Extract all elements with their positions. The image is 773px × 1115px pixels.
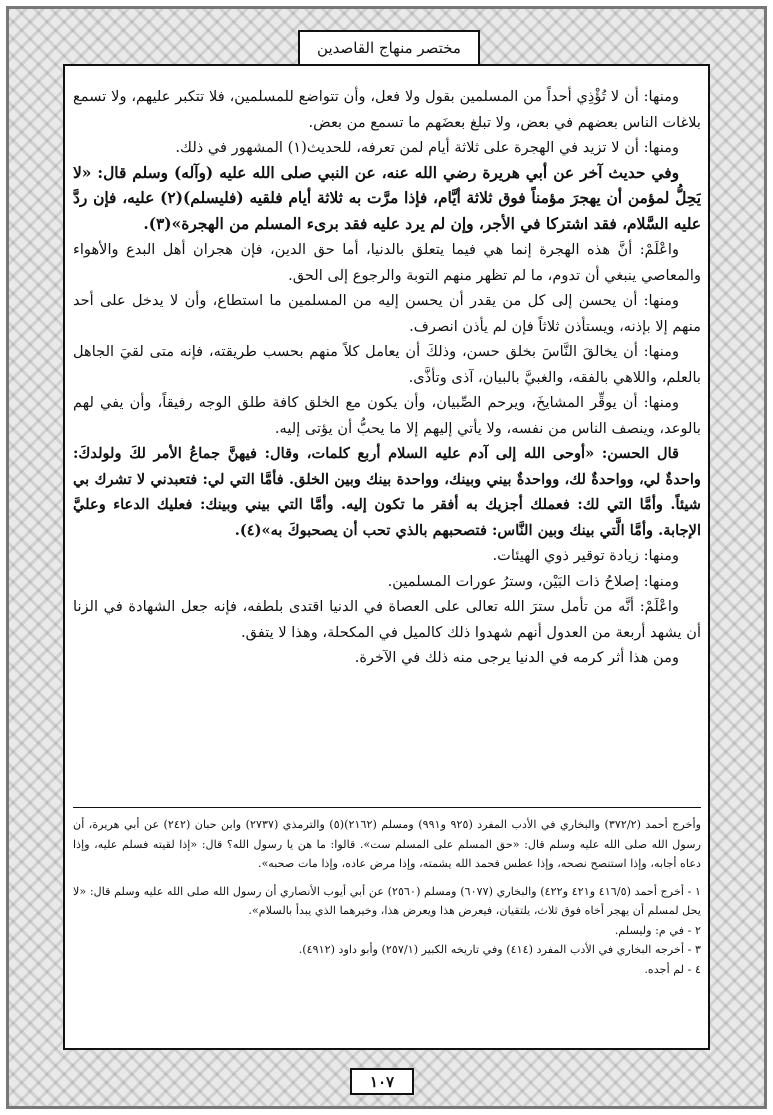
page-number: ١٠٧ xyxy=(369,1072,395,1091)
footnote: ٢ - في م: وليسلم. xyxy=(614,923,701,937)
quote-paragraph: قال الحسن: «أوحى الله إلى آدم عليه السلام أربع كلمات، وقال: فيهنَّ جماعُ الأمر لكَ ولولدكَ: واحدةٌ لي، وواحدةٌ لك، وواحدةٌ بيني وبينك، وواحدة بينك وبين الخلق. فأمَّا التي لي: فتعبدني لا تشرك بي شيئاً. وأمَّا التي لك: فعملك أجزيك به أفقر ما تكون إليه. وأمَّا التي بيني وبينك: فعليك الدعاء وعليَّ الإجابة. وأمَّا الَّتي بينك وبين النَّاس: فتصحبهم بالذي تحب أن يصحبوكَ به»(٤). xyxy=(73,445,701,539)
footnote: ٣ - أخرجه البخاري في الأدب المفرد (٤١٤) وفي تاريخه الكبير (٢٥٧/١) وأبو داود (٤٩١٢). xyxy=(298,943,701,956)
paragraph: ومنها: أن يوقِّر المشايخَ، ويرحم الصِّبيان، وأن يكون مع الخلق كافة طلق الوجه رفيقاً، وأن يفي لهم بالوعد، وينصف الناس من نفسه، ولا يأتي إليهم إلا ما يحبُّ أن يؤتى إليه. xyxy=(73,394,701,437)
paragraph: ومنها: أن لا تزيد في الهجرة على ثلاثة أيام لمن تعرفه، للحديث(١) المشهور في ذلك. xyxy=(175,139,679,156)
paragraph: ومنها: أن لا تُؤْذِي أحداً من المسلمين بقول ولا فعل، وأن تتواضع للمسلمين، فلا تتكبر عليهم، ولا تسمع بلاغات الناس بعضهم في بعض، ولا تبلغ بعضَهم ما تسمع من بعض. xyxy=(73,88,701,131)
footnote: ٤ - لم أجده. xyxy=(644,962,701,976)
paragraph: ومنها: زيادة توقير ذوي الهيئات. xyxy=(492,547,679,564)
hadith-paragraph: وفي حديث آخر عن أبي هريرة رضي الله عنه، عن النبي صلى الله عليه (وآله) وسلم قال: «لا يَحِلُّ لمؤمن أن يهجرَ مؤمناً فوق ثلاثة أيَّام، فإذا مرَّت به ثلاثة أيام فلقيه (فليسلم)(٢) عليه، فإن ردَّ عليه السَّلام، فقد اشتركا في الأجر، وإن لم يرد عليه فقد برىء المسلم من الهجرة»(٣). xyxy=(73,163,701,233)
running-header xyxy=(298,30,480,64)
paragraph: ومنها: إصلاحُ ذات البَيْن، وسترُ عورات المسلمين. xyxy=(387,572,679,590)
footnote: وأخرج أحمد (٣٧٢/٢) والبخاري في الأدب المفرد (٩٢٥ و٩٩١) ومسلم (٢١٦٢)(٥) والترمذي (٢٧٣٧) وابن حبان (٢٤٢) عن أبي هريرة، أن رسول الله صلى الله عليه وسلم قال: «حق المسلم على المسلم ست». قالوا: ما هن يا رسول الله؟ قال: «إذا لقيته فسلم عليه، وإذا دعاه أجابه، وإذا استنصح نصحه، وإذا عطس فحمد الله يشمته، وإذا مرض عاده، وإذا مات صحبه». xyxy=(73,818,701,870)
paragraph: واعْلَمْ: أنَّ هذه الهجرة إنما هي فيما يتعلق بالدنيا، أما حق الدين، فإن هجران أهل البدع والأهواء والمعاصي ينبغي أن تدوم، ما لم تظهر منهم التوبة والرجوع إلى الحق. xyxy=(73,241,701,284)
paragraph: ومنها: أن يخالقَ النَّاسَ بخلق حسن، وذلكَ أن يعامل كلاً منهم بحسب طريقته، فإنه متى لقيَ الجاهل بالعلم، واللاهي بالفقه، والغبيَّ بالبيان، آذى وتأذَّى. xyxy=(73,343,701,386)
paragraph: واعْلَمْ: أنَّه من تأمل سترَ الله تعالى على العصاة في الدنيا اقتدى بلطفه، فإنه جعل الشهادة في الزنا أن يشهد أربعة من العدول أنهم شهدوا ذلك كالميل في المكحلة، وهذا لا يتفق. xyxy=(73,598,701,641)
footnotes xyxy=(73,815,701,1050)
paragraph: ومنها: أن يحسن إلى كل من يقدر أن يحسن إليه من المسلمين ما استطاع، وأن لا يدخل على أحد منهم إلا بإذنه، ويستأذن ثلاثاً فإن لم يأذن انصرف. xyxy=(73,292,701,335)
paragraph: ومن هذا أثر كرمه في الدنيا يرجى منه ذلك في الآخرة. xyxy=(354,649,679,666)
book-title: مختصر منهاج القاصدين xyxy=(317,39,461,57)
page-number-box xyxy=(350,1068,414,1095)
footnote-divider xyxy=(73,807,701,808)
main-text xyxy=(73,84,701,784)
footnote: ١ - أخرج أحمد (٤١٦/٥ و٤٢١ و٤٢٢) والبخاري (٦٠٧٧) ومسلم (٢٥٦٠) عن أبي أيوب الأنصاري أن رسول الله صلى الله عليه وسلم قال: «لا يحل لمسلم أن يهجر أخاه فوق ثلاث، يلتقيان، فيعرض هذا ويعرض هذا، وخيرهما الذي يبدأ بالسلام». xyxy=(73,884,701,917)
